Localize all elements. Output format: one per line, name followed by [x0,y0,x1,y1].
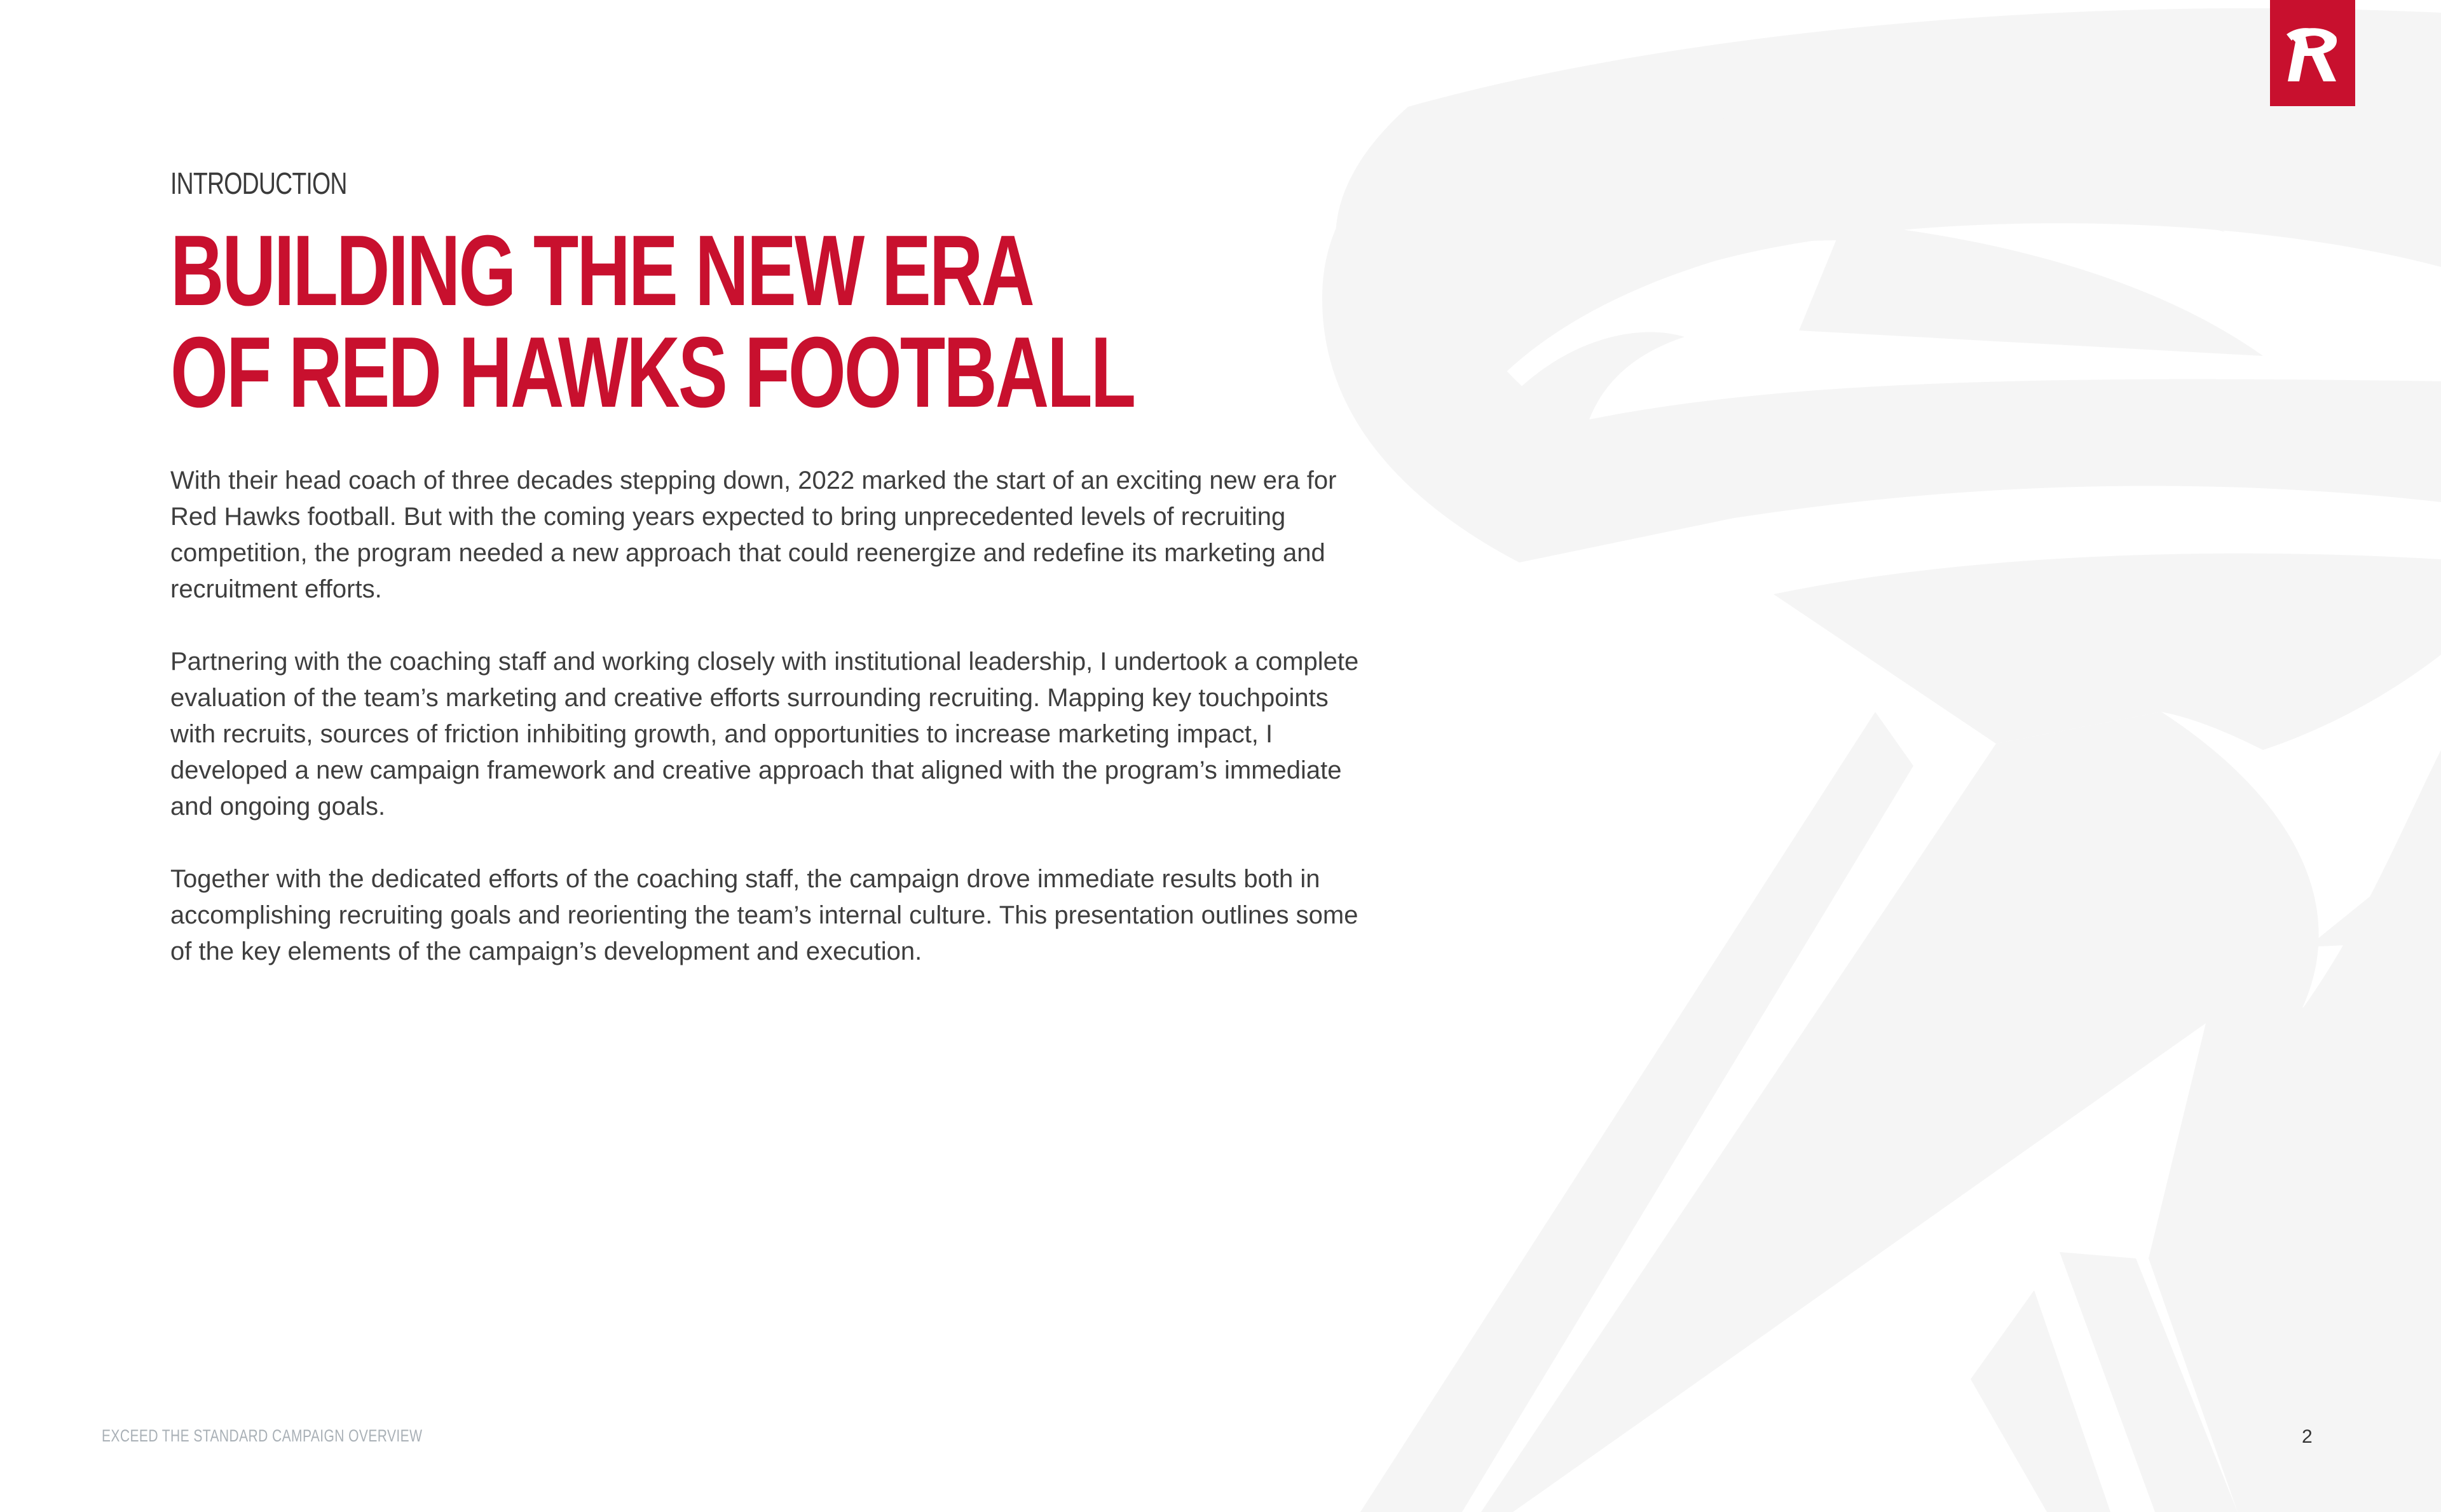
page-title-line-2: OF RED HAWKS FOOTBALL [170,317,1135,428]
page-number: 2 [2302,1426,2313,1447]
red-hawk-r-logo-icon [2283,23,2342,86]
section-eyebrow: INTRODUCTION [170,167,347,201]
footer-label: EXCEED THE STANDARD CAMPAIGN OVERVIEW [102,1426,423,1445]
logo-badge [2270,0,2355,106]
body-paragraph: Together with the dedicated efforts of the coaching staff, the campaign drove immediate results both in accomplishing recruiting goals and reorienting the team’s internal culture. This presentation outlines some of the key elements of the campaign’s development and execution. [170,865,1358,965]
body-paragraph: Partnering with the coaching staff and working closely with institutional leadership, I undertook a complete evaluation of the team’s marketing and creative efforts surrounding recruiting. Mapping key touchpoints with recruits, sources of friction inhibiting growth, and opportunities to increase marketing impact, I developed a new campaign framework and creative approach that aligned with the program’s immediate and ongoing goals. [170,648,1359,821]
body-copy [170,463,1365,1006]
body-paragraph: With their head coach of three decades stepping down, 2022 marked the start of an exciting new era for Red Hawks football. But with the coming years expected to bring unprecedented levels of recruiting competition, the program needed a new approach that could reenergize and redefine its marketing and recruitment efforts. [170,467,1337,603]
page-title-line-1: BUILDING THE NEW ERA [170,215,1033,327]
page-title [170,215,1135,428]
